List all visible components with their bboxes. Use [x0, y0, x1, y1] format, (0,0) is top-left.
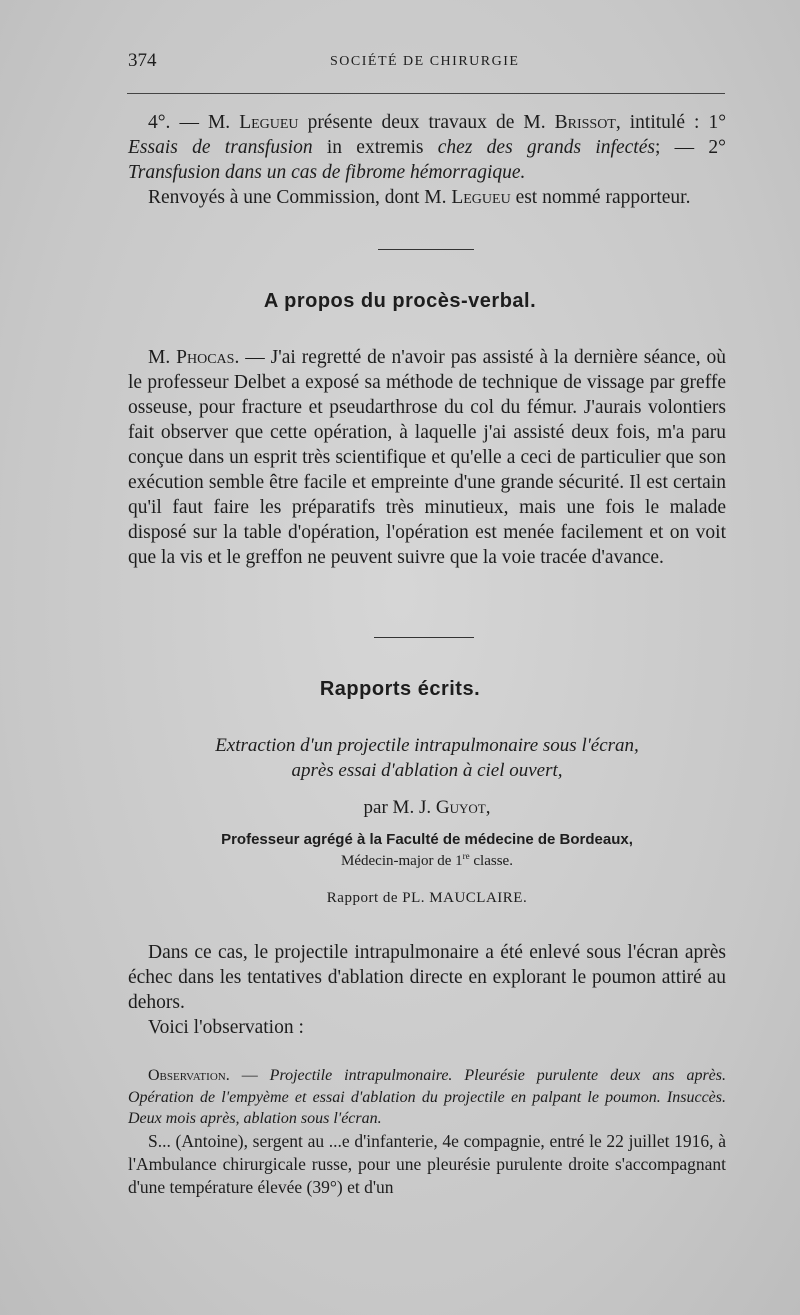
page-number: 374 — [128, 50, 157, 71]
phocas-paragraph — [128, 345, 726, 570]
running-title: SOCIÉTÉ DE CHIRURGIE — [330, 54, 520, 69]
observation-text: Projectile intrapulmonaire. Pleurésie purulente deux ans après. Opération de l'empyème et essai d'ablation du projectile en palpant le poumon. Insuccès. Deux mois après, ablation sous l'écran. — [128, 1067, 727, 1127]
speaker-phocas: M. Phocas — [148, 347, 235, 368]
observation-case-paragraph: S... (Antoine), sergent au ...e d'infanterie, 4e compagnie, entré le 22 juillet 1916, à l'Ambulance chirurgicale russe, pour une pleurésie purulente droite s'accompagnant d'une température élevée (39°) et d'un — [128, 1131, 726, 1197]
commission-text-a: Renvoyés à une Commission, dont M. — [148, 187, 452, 208]
author-prefix: par M. J. — [363, 797, 436, 818]
observation-sep: . — — [225, 1067, 270, 1084]
observation-summary — [128, 1065, 726, 1130]
report-by: Rapport de PL. MAUCLAIRE. — [326, 890, 528, 906]
work-title-2: Transfusion dans un cas de fibrome hémorragique. — [128, 162, 526, 183]
section-divider-1 — [378, 249, 474, 250]
author-brissot: Brissot — [554, 112, 616, 133]
affiliation-sup: re — [462, 851, 470, 861]
article-title-line1: Extraction d'un projectile intrapulmonaire sous l'écran, — [215, 735, 639, 756]
affiliation-line2-a: Médecin-major de 1 — [341, 853, 463, 869]
author-legueu: Legueu — [239, 112, 299, 133]
rapporteur-legueu: Legueu — [451, 187, 511, 208]
affiliation-line2-b: classe. — [469, 853, 513, 869]
body-paragraph-1: Dans ce cas, le projectile intrapulmonaire a été enlevé sous l'écran après échec dans les tentatives d'ablation directe en explorant le poumon attiré au dehors. — [128, 942, 726, 1013]
article-title-line2: après essai d'ablation à ciel ouvert, — [291, 760, 563, 781]
item4-mid4: ; — 2° — [654, 137, 726, 158]
affiliation-line1: Professeur agrégé à la Faculté de médecine de Bordeaux, — [221, 831, 633, 848]
phocas-text: . — J'ai regretté de n'avoir pas assisté à la dernière séance, où le professeur Delbet a exposé sa méthode de technique de vissage par greffe osseuse, pour fracture et pseudarthrose du col du fémur. J'aurais volontiers fait observer que cette opération, à laquelle j'ai assisté deux fois, m'a paru conçue dans un esprit très scientifique et qu'elle a ceci de particulier que son exécution semble être facile et empreinte d'une grande sécurité. Il est certain qu'il faut faire les préparatifs très minutieux, mais une fois le malade disposé sur la table d'opération, l'opération est menée facilement et on voit que la vis et le greffon ne peuvent suivre que la voie tracée d'avance. — [128, 347, 727, 568]
header-divider — [127, 93, 725, 94]
item4-mid1: présente deux travaux de M. — [298, 112, 555, 133]
item4-mid3: in extremis — [312, 137, 438, 158]
article-author — [128, 797, 726, 819]
commission-text-b: est nommé rapporteur. — [510, 187, 691, 208]
observation-label: Observation — [148, 1067, 226, 1084]
work-title-1b: chez des grands infectés — [437, 137, 655, 158]
author-suffix: , — [485, 797, 491, 818]
item4-paragraph — [128, 110, 726, 185]
body-paragraph-2: Voici l'observation : — [148, 1017, 304, 1038]
section-divider-2 — [374, 637, 474, 638]
work-title-1: Essais de transfusion — [128, 137, 313, 158]
section-title-proces-verbal: A propos du procès-verbal. — [263, 290, 537, 312]
item4-num: 4°. — M. — [148, 112, 240, 133]
author-guyot: Guyot — [435, 797, 486, 818]
commission-paragraph — [128, 185, 726, 210]
section-title-rapports: Rapports écrits. — [319, 678, 481, 700]
item4-mid2: , intitulé : 1° — [615, 112, 726, 133]
affiliation-line2 — [128, 851, 726, 870]
